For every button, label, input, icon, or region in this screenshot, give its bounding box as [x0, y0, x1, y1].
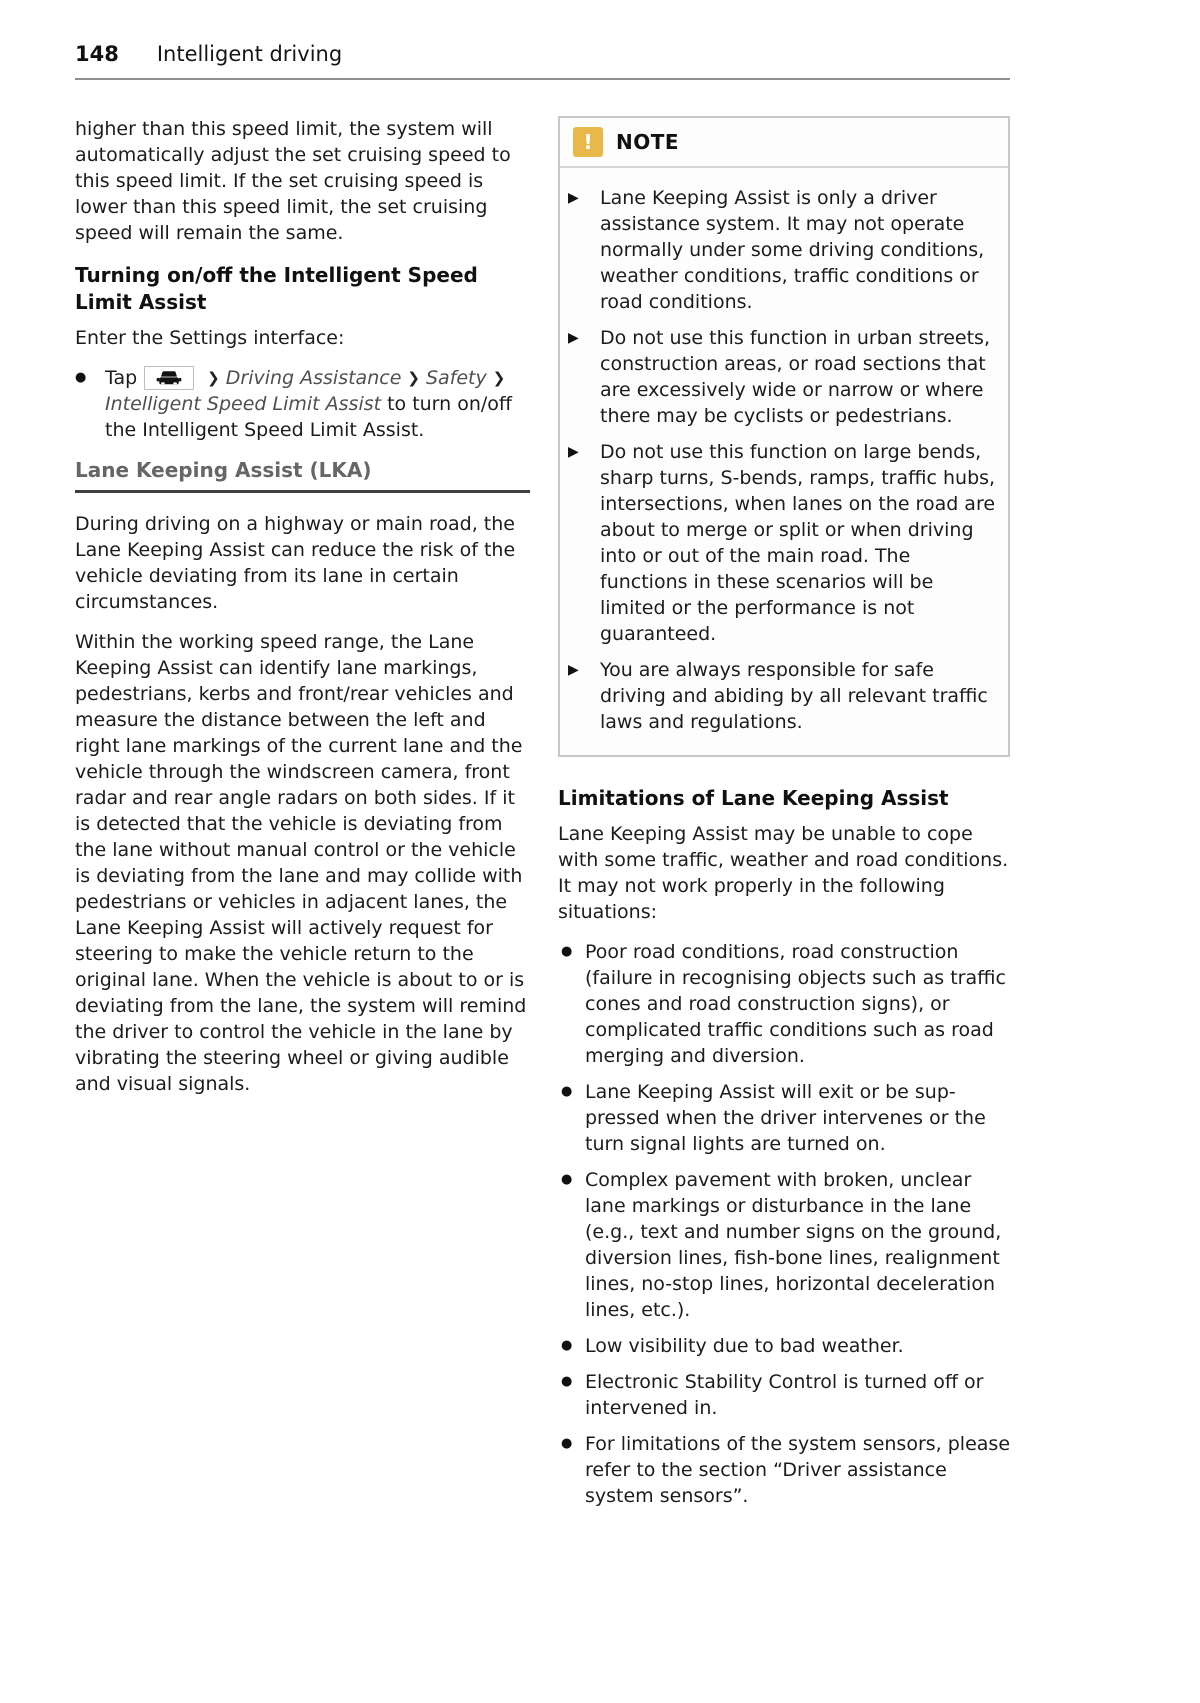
note-item-text: Do not use this function in urban streets, construction areas, or road sections that are excessively wide or narrow or where there may be cyclists or pedestrians.	[600, 327, 990, 427]
right-column	[558, 116, 1010, 1519]
list-item	[558, 1333, 1010, 1359]
bullet-icon: ●	[561, 1338, 573, 1353]
bullet-icon: ●	[561, 1084, 573, 1099]
exclamation-warning-icon	[573, 127, 603, 157]
note-item	[566, 439, 998, 647]
list-item	[558, 1369, 1010, 1421]
car-icon	[144, 366, 194, 390]
heading-limitations: Limitations of Lane Keeping Assist	[558, 786, 949, 810]
bullet-icon: ●	[75, 370, 87, 385]
list-item	[558, 1079, 1010, 1157]
note-header	[560, 118, 1008, 168]
limitations-list	[558, 939, 1010, 1509]
tap-step-suffix: to turn on/off the Intelligent Speed Limit Assist.	[105, 393, 513, 441]
menu-path-driving-assistance: Driving Assistance	[225, 367, 402, 389]
page-header	[75, 42, 1010, 66]
limitation-text: Lane Keeping Assist will exit or be suppressed when the driver intervenes or the turn signal lights are turned on.	[585, 1081, 986, 1155]
settings-intro: Enter the Settings interface:	[75, 327, 345, 349]
limitation-text: Electronic Stability Control is turned off or intervened in.	[585, 1371, 984, 1419]
settings-step-list	[75, 365, 530, 443]
note-body	[560, 168, 1008, 755]
lka-paragraph-1: During driving on a highway or main road, the Lane Keeping Assist can reduce the risk of the vehicle deviating from its lane in certain circumstances.	[75, 513, 516, 613]
triangle-bullet-icon: ▶	[568, 190, 579, 206]
limitation-text: For limitations of the system sensors, please refer to the section “Driver assistance system sensors”.	[585, 1433, 1011, 1507]
section-rule	[75, 490, 530, 493]
list-item	[558, 1431, 1010, 1509]
limitation-text: Low visibility due to bad weather.	[585, 1335, 904, 1357]
list-item	[558, 1167, 1010, 1323]
note-item	[566, 185, 998, 315]
list-item	[558, 939, 1010, 1069]
note-box	[558, 116, 1010, 757]
list-item	[75, 365, 530, 443]
limitations-intro: Lane Keeping Assist may be unable to cope with some traffic, weather and road conditions. It may not work properly in the following situations:	[558, 823, 1009, 923]
menu-path-safety: Safety	[425, 367, 487, 389]
settings-path	[105, 365, 530, 443]
content-columns	[75, 116, 1010, 1519]
heading-turning-on-off: Turning on/off the Intelligent Speed Limit Assist	[75, 263, 478, 314]
section-heading-lka: Lane Keeping Assist (LKA)	[75, 458, 372, 482]
note-item	[566, 325, 998, 429]
intro-paragraph: higher than this speed limit, the system will automatically adjust the set cruising speed to this speed limit. If the set cruising speed is lower than this speed limit, the set cruising speed will remain the same.	[75, 118, 511, 244]
bullet-icon: ●	[561, 1436, 573, 1451]
note-item	[566, 657, 998, 735]
triangle-bullet-icon: ▶	[568, 330, 579, 346]
limitation-text: Poor road conditions, road construction (failure in recognising objects such as traffic cones and road construction signs), or complicated traffic conditions such as road merging and diversion.	[585, 941, 1006, 1067]
chevron-right-icon: ❯	[492, 369, 506, 387]
triangle-bullet-icon: ▶	[568, 662, 579, 678]
chevron-right-icon: ❯	[207, 369, 220, 387]
exclamation-mark: !	[583, 130, 593, 154]
header-rule	[75, 78, 1010, 80]
bullet-icon: ●	[561, 944, 573, 959]
chevron-right-icon: ❯	[407, 369, 420, 387]
note-title: NOTE	[616, 130, 680, 154]
bullet-icon: ●	[561, 1374, 573, 1389]
page-number: 148	[75, 42, 119, 66]
note-item-text: Lane Keeping Assist is only a driver assistance system. It may not operate normally under some driving conditions, weather conditions, traffic conditions or road conditions.	[600, 187, 985, 313]
limitation-text: Complex pavement with broken, unclear lane markings or disturbance in the lane (e.g., text and number signs on the ground, diversion lines, fish-bone lines, realignment lines, no-stop lines, horizontal deceleration lines, etc.).	[585, 1169, 1002, 1321]
tap-label: Tap	[105, 367, 138, 389]
left-column	[75, 116, 530, 1519]
triangle-bullet-icon: ▶	[568, 444, 579, 460]
chapter-title: Intelligent driving	[156, 42, 343, 66]
note-item-text: Do not use this function on large bends, sharp turns, S-bends, ramps, traffic hubs, intersections, when lanes on the road are about to merge or split or when driving into or out of the main road. The functions in these scenarios will be limited or the performance is not guaranteed.	[600, 441, 996, 645]
menu-path-intelligent-speed-limit-assist: Intelligent Speed Limit Assist	[105, 393, 382, 415]
bullet-icon: ●	[561, 1172, 573, 1187]
note-item-text: You are always responsible for safe driving and abiding by all relevant traffic laws and regulations.	[600, 659, 988, 733]
lka-paragraph-2: Within the working speed range, the Lane Keeping Assist can identify lane markings, pedestrians, kerbs and front/rear vehicles and measure the distance between the left and right lane markings of the current lane and the vehicle through the windscreen camera, front radar and rear angle radars on both sides. If it is detected that the vehicle is deviating from the lane without manual control or the vehicle is deviating from the lane and may collide with pedestrians or vehicles in adjacent lanes, the Lane Keeping Assist will actively request for steering to make the vehicle return to the original lane. When the vehicle is about to or is deviating from the lane, the system will remind the driver to control the vehicle in the lane by vibrating the steering wheel or giving audible and visual signals.	[75, 631, 527, 1095]
